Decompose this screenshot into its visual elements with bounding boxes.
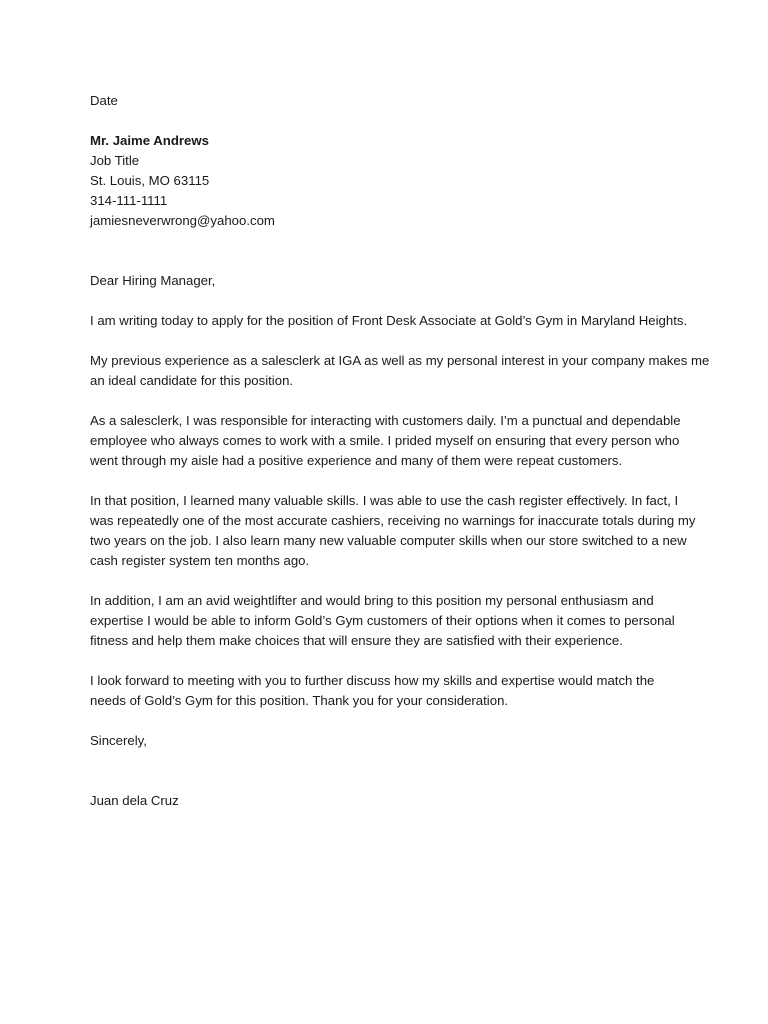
letter-date: Date [90,93,118,108]
paragraph-1 [90,311,690,331]
paragraph-4 [90,491,696,571]
letter-body [90,91,710,811]
paragraph-line: needs of Gold’s Gym for this position. Thank you for your consideration. [90,693,509,708]
paragraph-6 [90,671,690,711]
paragraph-line: fitness and help them make choices that will ensure they are satisfied with their experience. [90,633,623,648]
recipient-block [90,131,690,231]
paragraph-line: went through my aisle had a positive experience and many of them were repeat customers. [90,453,623,468]
recipient-name: Mr. Jaime Andrews [90,133,209,148]
paragraph-line: As a salesclerk, I was responsible for interacting with customers daily. I’m a punctual and dependable [90,413,681,428]
paragraph-5 [90,591,690,651]
recipient-phone: 314-111-1111 [90,193,168,208]
paragraph-line: In addition, I am an avid weightlifter and would bring to this position my personal enthusiasm and [90,593,654,608]
recipient-job-title: Job Title [90,153,140,168]
paragraph-line: I look forward to meeting with you to further discuss how my skills and expertise would match the [90,673,655,688]
paragraph-2 [90,351,710,391]
paragraph-3 [90,411,690,471]
signature-name: Juan dela Cruz [90,793,179,808]
paragraph-line: an ideal candidate for this position. [90,373,294,388]
closing: Sincerely, [90,733,147,748]
paragraph-line: cash register system ten months ago. [90,553,310,568]
paragraph-line: In that position, I learned many valuable skills. I was able to use the cash register effectively. In fact, I [90,493,679,508]
paragraph-line: My previous experience as a salesclerk at IGA as well as my personal interest in your company makes me [90,353,710,368]
recipient-location: St. Louis, MO 63115 [90,173,210,188]
paragraph-line: employee who always comes to work with a smile. I prided myself on ensuring that every person who [90,433,680,448]
salutation: Dear Hiring Manager, [90,273,216,288]
paragraph-line: expertise I would be able to inform Gold’s Gym customers of their options when it comes to personal [90,613,675,628]
paragraph-line: was repeatedly one of the most accurate cashiers, receiving no warnings for inaccurate totals during my [90,513,696,528]
recipient-email: jamiesneverwrong@yahoo.com [90,213,275,228]
paragraph-line: two years on the job. I also learn many new valuable computer skills when our store switched to a new [90,533,687,548]
paragraph-line: I am writing today to apply for the position of Front Desk Associate at Gold’s Gym in Maryland Heights. [90,313,688,328]
